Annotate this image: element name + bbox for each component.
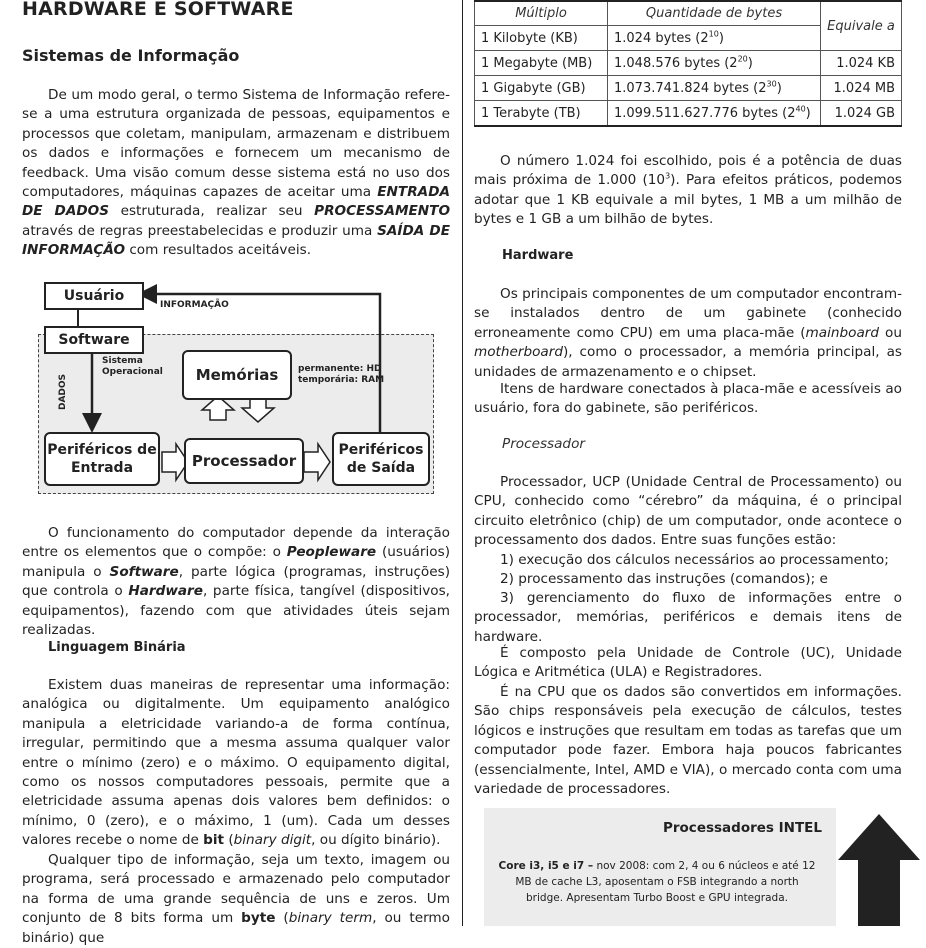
up-arrow-icon [836,812,922,926]
memorias-box: Memórias [182,350,292,400]
table-row [475,101,902,127]
paragraph-cpu: É na CPU que os dados são convertidos em informações. São chips responsáveis pela execução de cálculos, testes lógicos e instruções que resultam em todas as tarefas que um computador pode fazer. Embora haja poucos fabricantes (essencialmente, Intel, AMD e VIA), o mercado conta com uma variedade de processadores. [474,684,902,798]
byte-multiples-table [474,0,902,127]
header-equivale: Equivale a [821,1,902,51]
usuario-box: Usuário [44,282,144,310]
sistema-operacional-label: Sistema Operacional [102,356,163,377]
table-header-row [475,1,902,26]
processador-box: Processador [184,438,304,484]
cell-multiplo: 1 Megabyte (MB) [475,51,608,76]
memoria-permanente: permanente: HD [298,364,382,374]
list-item: 1) execução dos cálculos necessários ao processamento; [500,552,889,568]
perifericos-entrada-box: Periféricos de Entrada [44,432,160,486]
memoria-temporaria: temporária: RAM [298,375,385,385]
cell-equivale: 1.024 KB [821,51,902,76]
cell-multiplo: 1 Gigabyte (GB) [475,76,608,101]
perifericos-saida-box: Periféricos de Saída [332,432,430,486]
paragraph-processador: Processador, UCP (Unidade Central de Processamento) ou CPU, conhecido como “cérebro” da máquina, é o principal circuito eletrônico (chip) de um computador, onde acontece o processamento dos dados. Entre suas funções estão: [474,474,902,549]
promo-title: Processadores INTEL [662,820,822,836]
cell-quantidade: 1.048.576 bytes $(2^{20})$ [608,51,821,76]
list-item: 3) gerenciamento do fluxo de informações entre o processador, memórias, periféricos e demais itens de hardware. [474,590,902,645]
subtitle-processador: Processador [502,436,585,452]
cell-multiplo: 1 Kilobyte (KB) [475,26,608,51]
software-box: Software [44,326,144,354]
list-item: 2) processamento das instruções (comandos); e [500,571,828,587]
cell-multiplo: 1 Terabyte (TB) [475,101,608,127]
paragraph-sistemas: De um modo geral, o termo Sistema de Informação refere-se a uma estrutura organizada de pessoas, equipamentos e processos que coletam, manipulam, armazenam e distribuem os dados e informações e fornecem um mecanismo de feedback. Uma visão comum desse sistema está no uso dos computadores, máquinas capazes de aceitar uma ENTRADA DE DADOS estruturada, realizar seu PROCESSAMENTO através de regras preestabelecidas e produzir uma SAÍDA DE INFORMAÇÃO com resultados aceitáveis. [22,87,451,259]
subtitle-linguagem-binaria: Linguagem Binária [48,640,186,655]
informacao-label: INFORMAÇÃO [160,300,229,310]
paragraph-binaria-2: Qualquer tipo de informação, seja um texto, imagem ou programa, será processado e armazenado pelo computador na forma de uma grande sequência de uns e zeros. Um conjunto de 8 bits forma um byte (binary term, ou termo binário) que [22,852,450,946]
system-diagram [38,280,434,500]
paragraph-composto: É composto pela Unidade de Controle (UC), Unidade Lógica e Aritmética (ULA) e Registradores. [474,645,902,681]
promo-text: Core i3, i5 e i7 – nov 2008: com 2, 4 ou 6 núcleos e até 12 MB de cache L3, aposentam o FSB integrando a north bridge. Apresentam Turbo Boost e GPU integrada. [498,860,816,904]
cell-quantidade: 1.073.741.824 bytes $(2^{30})$ [608,76,821,101]
cell-equivale: 1.024 MB [821,76,902,101]
cell-equivale: 1.024 GB [821,101,902,127]
header-quantidade: Quantidade de bytes [608,1,821,26]
dados-label: DADOS [58,373,68,410]
table-row [475,51,902,76]
paragraph-funcionamento: O funcionamento do computador depende da interação entre os elementos que o compõe: o Peopleware (usuários) manipula o Software, parte lógica (programas, instruções) que controla o Hardware, parte física, tangível (dispositivos, equipamentos), fazendo com que atividades úteis sejam realizadas. [22,525,450,639]
paragraph-1024: O número 1.024 foi escolhido, pois é a potência de duas mais próxima de 1.000 $(10^3)$. Para efeitos práticos, podemos adotar que 1 KB equivale a mil bytes, 1 MB a um milhão de bytes e 1 GB a um bilhão de bytes. [474,153,902,228]
cell-quantidade: 1.099.511.627.776 bytes $(2^{40})$ [608,101,821,127]
subtitle-hardware: Hardware [502,248,574,263]
intel-processors-box [484,808,836,926]
column-divider [462,0,463,926]
paragraph-binaria-1: Existem duas maneiras de representar uma informação: analógica ou digitalmente. Um equipamento analógico manipula a eletricidade variando-a de forma contínua, irregular, permitindo que a mesma assuma qualquer valor entre o mínimo (zero) e o máximo. O equipamento digital, como os nossos computadores pessoais, permite que a eletricidade assuma apenas dois valores bem definidos: o mínimo, 0 (zero), e o máximo, 1 (um). Cada um desses valores recebe o nome de bit (binary digit, ou dígito binário). [22,677,450,849]
section-title: Sistemas de Informação [22,46,240,65]
paragraph-hardware: Os principais componentes de um computador encontram-se instalados dentro de um gabinete (conhecido erroneamente como CPU) em uma placa-mãe (mainboard ou motherboard), como o processador, a memória principal, as unidades de armazenamento e o chipset. [474,286,902,380]
paragraph-perifericos: Itens de hardware conectados à placa-mãe e acessíveis ao usuário, fora do gabinete, são periféricos. [474,381,902,417]
cell-quantidade: 1.024 bytes $(2^{10})$ [608,26,821,51]
table-row [475,76,902,101]
header-multiplo: Múltiplo [475,1,608,26]
page-heading: HARDWARE E SOFTWARE [22,0,294,20]
